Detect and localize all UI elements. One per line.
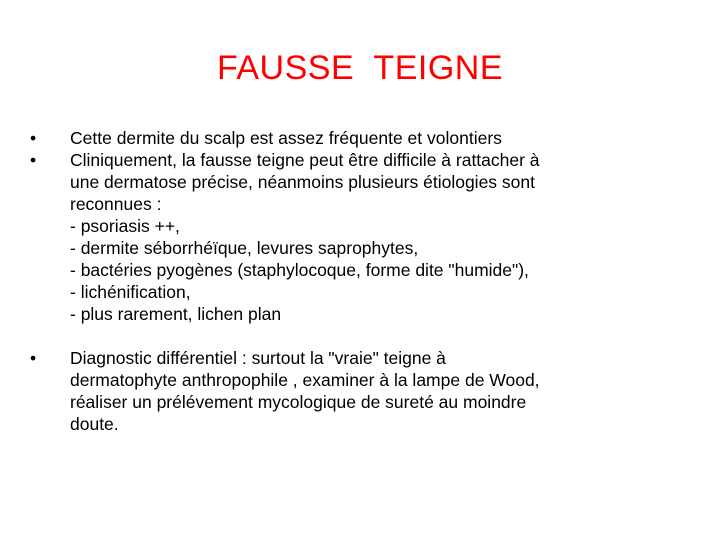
bullet-text-line: dermatophyte anthropophile , examiner à la lampe de Wood, xyxy=(70,370,540,390)
bullet-item-1 xyxy=(28,127,693,149)
slide-title: FAUSSE TEIGNE xyxy=(216,49,503,87)
bullet-item-2 xyxy=(28,149,693,325)
bullet-text-line: doute. xyxy=(70,414,119,434)
etiology-item-psoriasis: - psoriasis ++, xyxy=(70,216,180,236)
bullet-text-line: Cette dermite du scalp est assez fréquente et volontiers xyxy=(70,128,502,148)
bullet-list xyxy=(28,127,693,435)
bullet-icon: • xyxy=(30,128,37,148)
bullet-icon: • xyxy=(30,348,37,368)
bullet-item-3 xyxy=(28,347,693,435)
etiology-item-lichenification: - lichénification, xyxy=(70,282,191,302)
etiology-item-lichen-plan: - plus rarement, lichen plan xyxy=(70,304,282,324)
etiology-item-bacteries: - bactéries pyogènes (staphylocoque, forme dite "humide"), xyxy=(70,260,529,280)
bullet-text-line: une dermatose précise, néanmoins plusieurs étiologies sont xyxy=(70,172,535,192)
bullet-icon: • xyxy=(30,150,37,170)
bullet-text-line: reconnues : xyxy=(70,194,162,214)
bullet-text-line: Diagnostic différentiel : surtout la "vraie" teigne à xyxy=(70,348,446,368)
bullet-text-line: réaliser un prélévement mycologique de sureté au moindre xyxy=(70,392,527,412)
etiology-item-dermite: - dermite séborrhéïque, levures saprophytes, xyxy=(70,238,419,258)
bullet-text-line: Cliniquement, la fausse teigne peut être difficile à rattacher à xyxy=(70,150,540,170)
